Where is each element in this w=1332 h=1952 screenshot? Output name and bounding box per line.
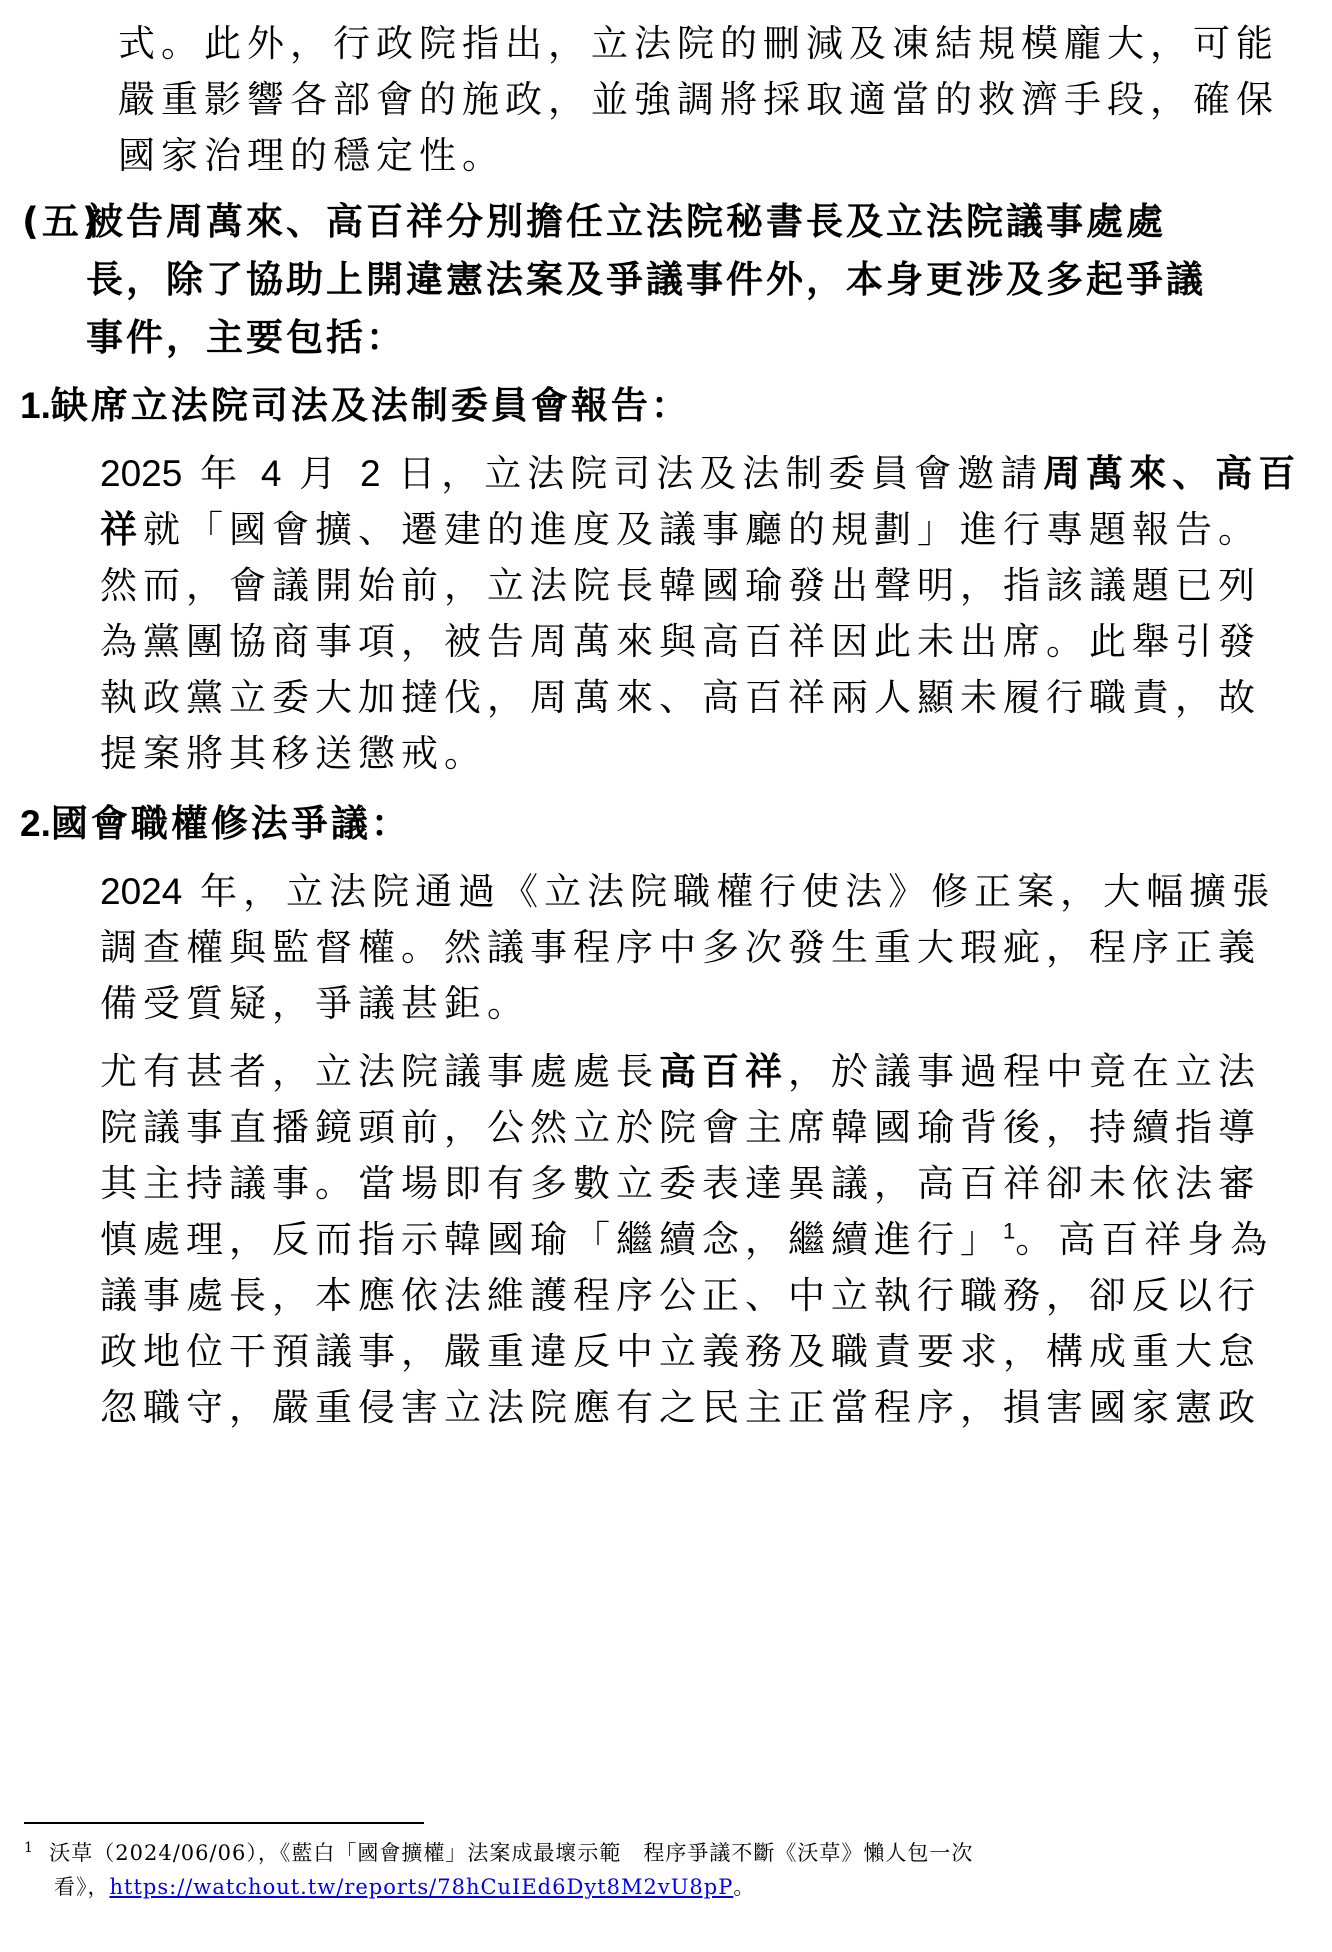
item2-p1-line-1: 2024 年，立法院通過《立法院職權行使法》修正案，大幅擴張 <box>100 870 1276 913</box>
footnote-separator <box>24 1822 424 1824</box>
item2-p2-line-2: 院議事直播鏡頭前，公然立於院會主席韓國瑜背後，持續指導 <box>100 1106 1261 1149</box>
item2-title: 國會職權修法爭議： <box>50 802 411 845</box>
item2-p1-line-3: 備受質疑，爭議甚鉅。 <box>100 982 530 1025</box>
item2-number: 2. <box>20 803 51 844</box>
footnote-reference[interactable]: 1 <box>1003 1218 1016 1244</box>
item2-p2-line-7: 忽職守，嚴重侵害立法院應有之民主正當程序，損害國家憲政 <box>100 1386 1261 1429</box>
section5-line-1: 被告周萬來、高百祥分別擔任立法院秘書長及立法院議事處處 <box>86 200 1166 243</box>
item1-heading <box>20 382 691 430</box>
item2-p2-line-3: 其主持議事。當場即有多數立委表達異議，高百祥卻未依法審 <box>100 1162 1261 1205</box>
section5-line-2: 長，除了協助上開違憲法案及爭議事件外，本身更涉及多起爭議 <box>86 258 1206 301</box>
item1-line-5: 執政黨立委大加撻伐，周萬來、高百祥兩人顯未履行職責，故 <box>100 676 1261 719</box>
item1-line-4: 為黨團協商事項，被告周萬來與高百祥因此未出席。此舉引發 <box>100 620 1261 663</box>
footnote-line-1: $^1$ 沃草（2024/06/06），《藍白「國會擴權」法案成最壞示範 程序爭議不斷《沃草》懶人包一次 <box>24 1840 974 1865</box>
item2-p1-line-2: 調查權與監督權。然議事程序中多次發生重大瑕疵，程序正義 <box>100 926 1261 969</box>
item2-p2-line-4: 慎處理，反而指示韓國瑜「繼續念，繼續進行」$^1$。高百祥身為 <box>100 1218 1274 1261</box>
section5-line-3: 事件，主要包括： <box>86 316 406 359</box>
item1-line-6: 提案將其移送懲戒。 <box>100 732 487 775</box>
intro-line-2: 嚴重影響各部會的施政，並強調將採取適當的救濟手段，確保 <box>118 78 1279 121</box>
footnote-number: 1 <box>24 1840 34 1856</box>
item2-p2-line-5: 議事處長，本應依法維護程序公正、中立執行職務，卻反以行 <box>100 1274 1261 1317</box>
intro-line-3: 國家治理的穩定性。 <box>118 134 505 177</box>
item1-line-2: 祥就「國會擴、遷建的進度及議事廳的規劃」進行專題報告。 <box>100 508 1261 551</box>
item1-title: 缺席立法院司法及法制委員會報告： <box>50 384 691 427</box>
item1-line-3: 然而，會議開始前，立法院長韓國瑜發出聲明，指該議題已列 <box>100 564 1261 607</box>
section5-marker: (五) <box>22 200 102 243</box>
footnote-link[interactable]: https://watchout.tw/reports/78hCuIEd6Dyt8M2vU8pP <box>109 1875 734 1899</box>
defendant-names: 周萬來、高百 <box>1043 452 1302 495</box>
item2-p2-line-1: 尤有甚者，立法院議事處處長高百祥，於議事過程中竟在立法 <box>100 1050 1261 1093</box>
item1-line-1: 2025 年 4 月 2 日，立法院司法及法制委員會邀請周萬來、高百 <box>100 452 1302 495</box>
item2-heading <box>20 800 411 848</box>
item1-number: 1. <box>20 385 51 426</box>
item2-p2-line-6: 政地位干預議事，嚴重違反中立義務及職責要求，構成重大怠 <box>100 1330 1261 1373</box>
intro-line-1: 式。此外，行政院指出，立法院的刪減及凍結規模龐大，可能 <box>118 22 1279 65</box>
footnote-line-2: 看》，https://watchout.tw/reports/78hCuIEd6Dyt8M2vU8pP。 <box>54 1875 756 1899</box>
